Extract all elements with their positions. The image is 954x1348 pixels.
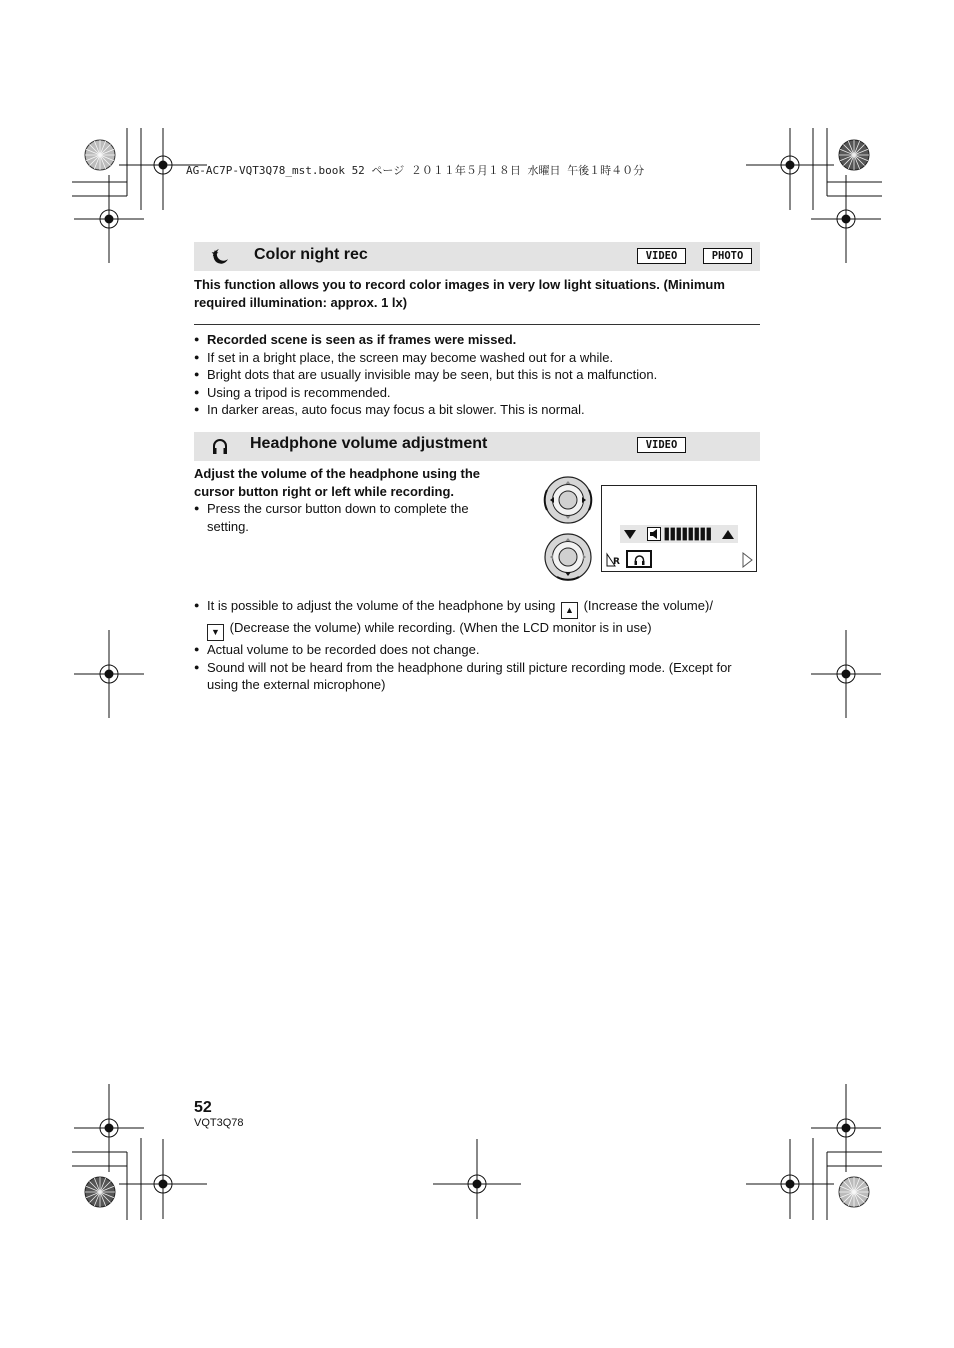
speaker-volume-icon — [647, 527, 661, 541]
list-item: ● Press the cursor button down to complete the setting. — [194, 500, 504, 535]
video-badge: VIDEO — [637, 437, 686, 453]
volume-bar — [671, 528, 675, 540]
divider — [194, 324, 760, 325]
svg-text:R: R — [613, 557, 620, 567]
list-item: ● It is possible to adjust the volume of the headphone by using ▲ (Increase the volume)/ ▼ (Decrease the volume) while recording. (When the LCD monitor is in use) — [194, 597, 760, 641]
cursor-button-down-illustration — [543, 532, 593, 582]
section-header-color-night-rec — [194, 242, 760, 271]
list-item: ● Using a tripod is recommended. — [194, 384, 760, 402]
list-item: ● Bright dots that are usually invisible may be seen, but this is not a malfunction. — [194, 366, 760, 384]
model-code: VQT3Q78 — [194, 1117, 244, 1129]
next-page-arrow-icon[interactable] — [742, 552, 753, 568]
section-header-headphone-volume — [194, 432, 760, 461]
headphone-intro-notes — [194, 500, 504, 535]
volume-up-icon[interactable] — [722, 530, 734, 539]
section-title: Headphone volume adjustment — [250, 435, 488, 452]
night-mode-icon — [210, 247, 230, 266]
volume-down-icon: ▼ — [207, 624, 224, 641]
volume-down-icon[interactable] — [624, 530, 636, 539]
color-night-notes — [194, 331, 760, 419]
volume-bar — [701, 528, 705, 540]
volume-bar — [665, 528, 669, 540]
volume-bar — [689, 528, 693, 540]
list-item: ● Recorded scene is seen as if frames were missed. — [194, 331, 760, 349]
volume-bar — [707, 528, 711, 540]
headphone-icon — [212, 438, 228, 455]
color-night-intro: This function allows you to record color images in very low light situations. (Minimum required illumination: approx. 1 lx) — [194, 277, 725, 310]
section-title: Color night rec — [254, 246, 368, 263]
lcd-screen-illustration — [601, 485, 757, 572]
headphone-intro: Adjust the volume of the headphone using the cursor button right or left while recording. — [194, 466, 481, 499]
volume-level-meter — [664, 527, 714, 541]
volume-bar — [695, 528, 699, 540]
video-badge: VIDEO — [637, 248, 686, 264]
volume-up-icon: ▲ — [561, 602, 578, 619]
volume-bar — [677, 528, 681, 540]
headphone-mode-button[interactable] — [626, 550, 652, 568]
print-header: AG-AC7P-VQT3Q78_mst.book 52 ページ ２０１１年５月１８日 水曜日 午後１時４０分 — [186, 164, 645, 177]
headphone-notes — [194, 597, 760, 694]
photo-badge: PHOTO — [703, 248, 752, 264]
volume-control-bar — [620, 525, 738, 543]
headphone-icon — [634, 554, 645, 565]
list-item: ● In darker areas, auto focus may focus a bit slower. This is normal. — [194, 401, 760, 419]
manual-mode-icon — [606, 552, 622, 567]
page-number: 52 — [194, 1099, 212, 1116]
list-item: ● If set in a bright place, the screen may become washed out for a while. — [194, 349, 760, 367]
list-item: ● Actual volume to be recorded does not change. — [194, 641, 760, 659]
list-item: ● Sound will not be heard from the headphone during still picture recording mode. (Except for using the external microphone) — [194, 659, 760, 694]
volume-bar — [683, 528, 687, 540]
cursor-button-left-right-illustration — [543, 475, 593, 525]
